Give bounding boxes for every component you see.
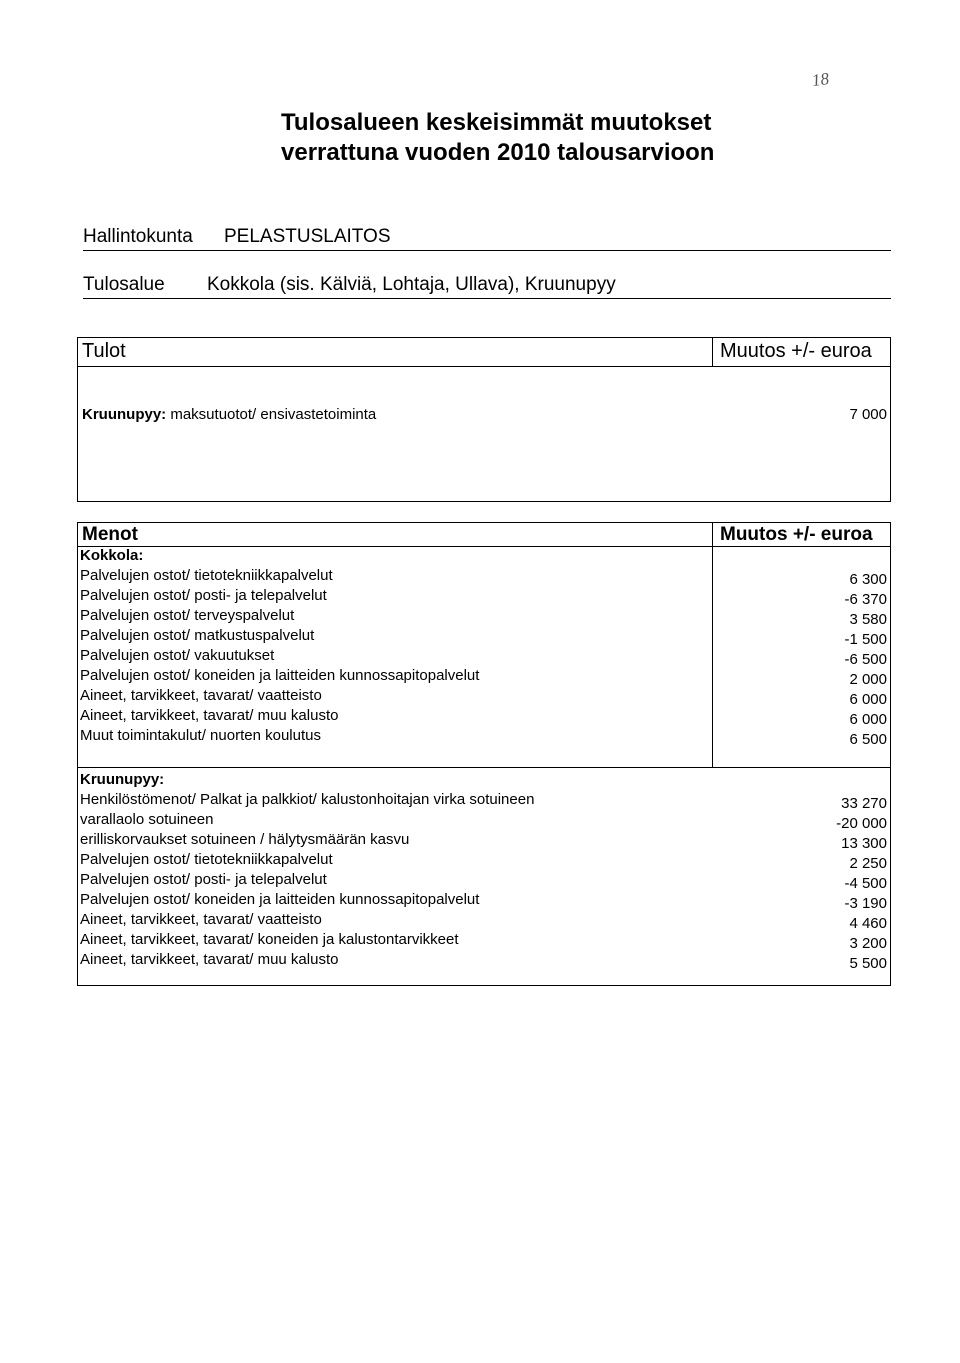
tulosalue-label: Tulosalue: [83, 274, 165, 295]
row-value: 13 300: [841, 835, 887, 852]
tulot-row-value: 7 000: [849, 406, 887, 423]
section-divider: [78, 767, 890, 768]
row-label: Palvelujen ostot/ posti- ja telepalvelut: [80, 587, 327, 604]
group-row: [80, 770, 887, 790]
tulot-header: Tulot: [82, 340, 126, 362]
tulot-group-label: Kruunupyy:: [82, 406, 167, 423]
row-label: varallaolo sotuineen: [80, 811, 214, 828]
table-row: [80, 870, 887, 890]
tulot-header-row: [78, 338, 890, 367]
menot-change-header: Muutos +/- euroa: [720, 524, 873, 545]
row-label: Aineet, tarvikkeet, tavarat/ vaatteisto: [80, 687, 322, 704]
tulosalue-value: Kokkola (sis. Kälviä, Lohtaja, Ullava), Kruunupyy: [207, 274, 616, 295]
row-label: Aineet, tarvikkeet, tavarat/ muu kalusto: [80, 951, 339, 968]
row-value: 2 250: [849, 855, 887, 872]
tulot-change-header: Muutos +/- euroa: [720, 340, 872, 362]
title-line-2: verrattuna vuoden 2010 talousarvioon: [281, 139, 715, 166]
row-value: -6 370: [844, 591, 887, 608]
row-label: Palvelujen ostot/ koneiden ja laitteiden kunnossapitopalvelut: [80, 891, 480, 908]
row-label: Muut toimintakulut/ nuorten koulutus: [80, 727, 321, 744]
row-value: -4 500: [844, 875, 887, 892]
menot-table: [77, 522, 891, 986]
row-label: Palvelujen ostot/ tietotekniikkapalvelut: [80, 851, 333, 868]
column-divider: [712, 338, 713, 366]
hallintokunta-line: [83, 226, 891, 251]
row-value: 6 000: [849, 691, 887, 708]
table-row: [80, 950, 887, 970]
table-row: [80, 606, 887, 626]
row-label: Palvelujen ostot/ tietotekniikkapalvelut: [80, 567, 333, 584]
table-row: [80, 790, 887, 810]
kokkola-group-label: Kokkola:: [80, 547, 144, 564]
table-row: [80, 646, 887, 666]
table-row: [80, 930, 887, 950]
tulot-row: [82, 406, 890, 423]
group-row: [80, 546, 887, 566]
row-value: 6 500: [849, 731, 887, 748]
row-value: 33 270: [841, 795, 887, 812]
menot-header: Menot: [82, 524, 138, 545]
menot-header-row: [78, 523, 890, 547]
row-label: Palvelujen ostot/ posti- ja telepalvelut: [80, 871, 327, 888]
row-label: Aineet, tarvikkeet, tavarat/ muu kalusto: [80, 707, 339, 724]
row-value: 3 200: [849, 935, 887, 952]
row-label: Aineet, tarvikkeet, tavarat/ koneiden ja kalustontarvikkeet: [80, 931, 459, 948]
row-value: 4 460: [849, 915, 887, 932]
row-value: -20 000: [836, 815, 887, 832]
row-label: Palvelujen ostot/ koneiden ja laitteiden kunnossapitopalvelut: [80, 667, 480, 684]
row-value: 2 000: [849, 671, 887, 688]
row-label: Henkilöstömenot/ Palkat ja palkkiot/ kalustonhoitajan virka sotuineen: [80, 791, 535, 808]
table-row: [80, 626, 887, 646]
row-label: erilliskorvaukset sotuineen / hälytysmäärän kasvu: [80, 831, 410, 848]
row-label: Palvelujen ostot/ vakuutukset: [80, 647, 275, 664]
row-label: Palvelujen ostot/ matkustuspalvelut: [80, 627, 315, 644]
table-row: [80, 850, 887, 870]
tulosalue-line: [83, 274, 891, 299]
row-label: Palvelujen ostot/ terveyspalvelut: [80, 607, 295, 624]
page-number-mark: 18: [810, 68, 831, 91]
table-row: [80, 566, 887, 586]
table-row: [80, 890, 887, 910]
tulot-row-label: maksutuotot/ ensivastetoiminta: [170, 406, 377, 423]
row-value: 3 580: [849, 611, 887, 628]
row-value: 6 000: [849, 711, 887, 728]
row-value: -3 190: [844, 895, 887, 912]
row-label: Aineet, tarvikkeet, tavarat/ vaatteisto: [80, 911, 322, 928]
kruunupyy-section: [80, 770, 887, 970]
row-value: -6 500: [844, 651, 887, 668]
table-row: [80, 910, 887, 930]
table-row: [80, 586, 887, 606]
row-value: -1 500: [844, 631, 887, 648]
title-line-1: Tulosalueen keskeisimmät muutokset: [281, 109, 712, 136]
hallintokunta-label: Hallintokunta: [83, 226, 193, 247]
table-row: [80, 686, 887, 706]
kruunupyy-group-label: Kruunupyy:: [80, 771, 165, 788]
table-row: [80, 666, 887, 686]
row-value: 6 300: [849, 571, 887, 588]
table-row: [80, 830, 887, 850]
hallintokunta-value: PELASTUSLAITOS: [224, 226, 391, 247]
row-value: 5 500: [849, 955, 887, 972]
table-row: [80, 726, 887, 746]
kokkola-section: [80, 546, 887, 746]
table-row: [80, 810, 887, 830]
page-title: [281, 108, 714, 168]
table-row: [80, 706, 887, 726]
tulot-table: [77, 337, 891, 502]
